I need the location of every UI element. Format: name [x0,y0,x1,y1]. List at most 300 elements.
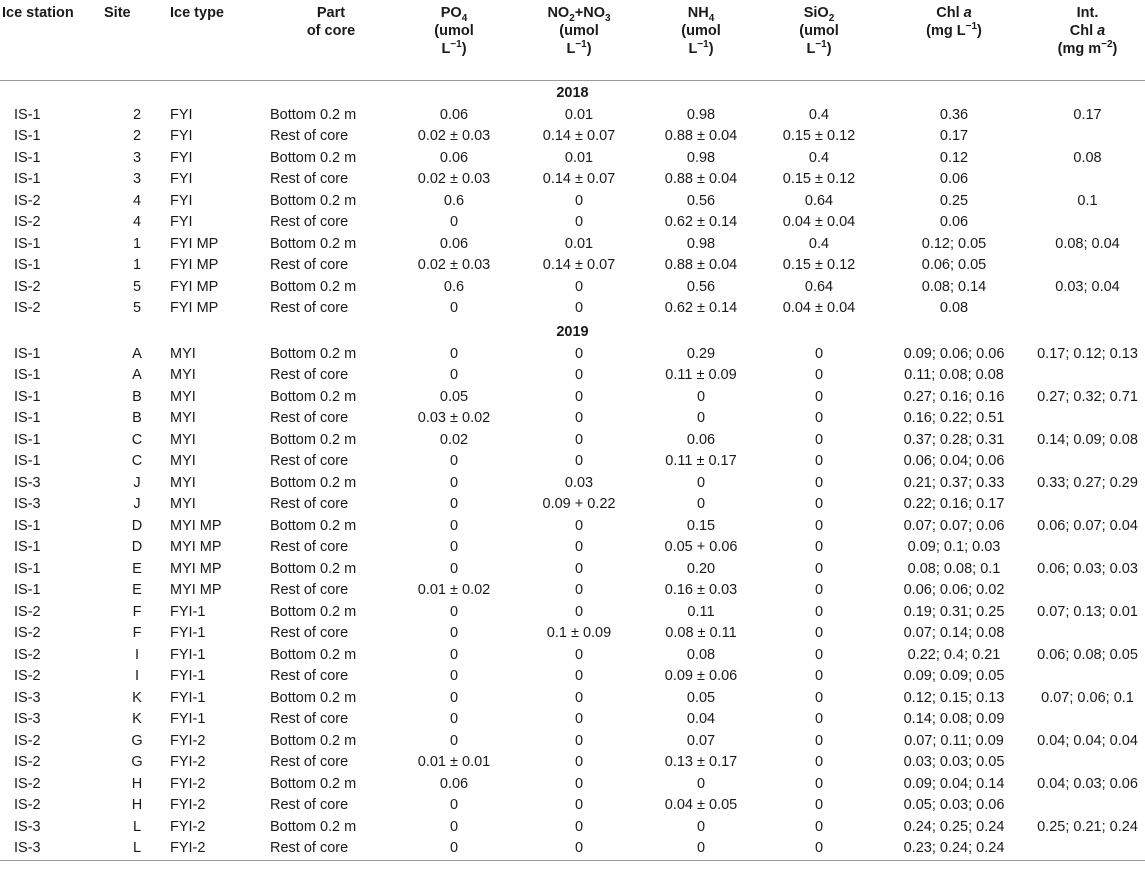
int-chl-a-cell [1030,255,1145,277]
int-chl-a-cell [1030,709,1145,731]
header-po4-unit-close: ) [461,41,467,57]
part-of-core-cell: Bottom 0.2 m [270,603,357,620]
table-row [0,666,1145,688]
nh4-cell: 0 [696,410,706,426]
table-row [0,148,1145,170]
part-of-core-cell: Rest of core [270,625,349,641]
nh4-cell: 0.06 [686,431,716,448]
ice-type-cell: FYI [170,214,193,230]
site-cell: I [134,668,140,684]
part-of-core-cell: Rest of core [270,797,349,813]
int-chl-a-cell: 0.06; 0.03; 0.03 [1037,560,1138,577]
no2-no3-cell: 0 [574,345,584,362]
no2-no3-cell: 0 [574,453,584,469]
part-of-core-cell: Bottom 0.2 m [270,689,357,706]
site-cell: 1 [132,257,142,273]
chl-a-cell: 0.08; 0.14 [921,278,987,295]
int-chl-a-cell [1030,298,1145,320]
int-chl-a-cell [1030,795,1145,817]
site-cell: B [132,388,142,405]
chl-a-cell: 0.07; 0.07; 0.06 [903,517,1005,534]
nh4-cell: 0 [696,775,706,792]
ice-station-cell: IS-1 [14,257,41,273]
sio2-cell: 0 [814,496,824,512]
po4-cell: 0.6 [443,278,465,295]
int-chl-a-cell [1030,623,1145,645]
chl-a-cell: 0.24; 0.25; 0.24 [903,818,1005,835]
po4-cell: 0 [449,214,459,230]
nh4-cell: 0.15 [686,517,716,534]
nh4-cell: 0.98 [686,106,716,123]
sio2-cell: 0 [814,560,824,577]
ice-station-cell: IS-1 [14,128,41,144]
table-body [0,80,1145,860]
header-no-unit-exp: −1 [575,39,587,51]
header-part-line2: of core [306,23,356,39]
int-chl-a-cell [1030,838,1145,860]
table-row [0,451,1145,473]
int-chl-a-cell: 0.08; 0.04 [1055,235,1120,252]
ice-type-cell: FYI MP [170,278,219,295]
int-chl-a-cell: 0.14; 0.09; 0.08 [1037,431,1138,448]
int-chl-a-cell [1030,126,1145,148]
no2-no3-cell: 0 [574,410,584,426]
sio2-cell: 0 [814,711,824,727]
nh4-cell: 0.04 [686,711,716,727]
sio2-cell: 0 [814,453,824,469]
nh4-cell: 0.05 [686,689,716,706]
nh4-cell: 0.08 [686,646,716,663]
header-int-unit: (mg m [1057,41,1102,57]
ice-type-cell: MYI MP [170,539,222,555]
nh4-cell: 0.11 [687,603,715,620]
site-cell: K [132,711,142,727]
ice-type-cell: FYI [170,106,193,123]
part-of-core-cell: Bottom 0.2 m [270,149,357,166]
header-no2-no3 [516,0,642,80]
ice-type-cell: MYI MP [170,517,222,534]
no2-no3-cell: 0 [574,431,584,448]
part-of-core-cell: Rest of core [270,367,349,383]
nh4-cell: 0.88 ± 0.04 [664,171,738,187]
no2-no3-cell: 0 [574,367,584,383]
no2-no3-cell: 0 [574,560,584,577]
nh4-cell: 0.16 ± 0.03 [664,582,738,598]
sio2-cell: 0.4 [808,149,830,166]
part-of-core-cell: Rest of core [270,257,349,273]
chl-a-cell: 0.36 [939,106,969,123]
sio2-cell: 0.04 ± 0.04 [782,300,856,316]
part-of-core-cell: Rest of core [270,214,349,230]
po4-cell: 0.03 ± 0.02 [417,410,491,426]
no2-no3-cell: 0 [574,192,584,209]
site-cell: H [131,775,143,792]
int-chl-a-cell: 0.07; 0.13; 0.01 [1037,603,1138,620]
nh4-cell: 0.08 ± 0.11 [665,625,737,641]
no2-no3-cell: 0 [574,388,584,405]
ice-type-cell: FYI-2 [170,818,206,835]
ice-type-cell: MYI [170,367,196,383]
ice-type-cell: MYI [170,453,196,469]
part-of-core-cell: Bottom 0.2 m [270,278,357,295]
nh4-cell: 0.20 [686,560,716,577]
nh4-cell: 0.62 ± 0.14 [664,214,738,230]
part-of-core-cell: Rest of core [270,668,349,684]
ice-station-cell: IS-3 [14,496,41,512]
ice-station-cell: IS-2 [14,625,41,641]
site-cell: H [131,797,143,813]
table-row [0,387,1145,409]
part-of-core-cell: Rest of core [270,754,349,770]
header-sio2-unit-close: ) [826,41,832,57]
po4-cell: 0.02 [439,431,469,448]
sio2-cell: 0 [814,410,824,426]
site-cell: G [131,754,143,770]
chl-a-cell: 0.08 [939,300,969,316]
site-cell: A [132,345,142,362]
po4-cell: 0 [449,474,459,491]
year-label-2018: 2018 [556,84,589,101]
site-cell: D [131,539,143,555]
site-cell: K [132,689,142,706]
no2-no3-cell: 0.03 [564,474,594,491]
chl-a-cell: 0.08; 0.08; 0.1 [907,560,1001,577]
ice-type-cell: MYI [170,431,196,448]
header-ice-station: Ice station [2,5,74,21]
ice-station-cell: IS-3 [0,838,104,860]
part-of-core-cell: Bottom 0.2 m [270,345,357,362]
site-cell: 1 [132,235,142,252]
sio2-cell: 0 [814,689,824,706]
ice-station-cell: IS-3 [14,711,41,727]
po4-cell: 0 [449,646,459,663]
part-of-core-cell: Bottom 0.2 m [270,474,357,491]
chl-a-cell: 0.09; 0.04; 0.14 [903,775,1005,792]
header-chl-unit-close: ) [977,23,982,39]
sio2-cell: 0.15 ± 0.12 [782,128,856,144]
site-cell: 2 [132,128,142,144]
header-int-chl-a [1030,0,1145,80]
sio2-cell: 0.4 [808,235,830,252]
int-chl-a-cell: 0.06; 0.08; 0.05 [1037,646,1138,663]
sio2-cell: 0 [814,668,824,684]
header-po4-unit-l: L [441,41,451,57]
header-nh4-unit-close: ) [708,41,714,57]
part-of-core-cell: Bottom 0.2 m [270,192,357,209]
sio2-cell: 0 [760,838,878,860]
table-row [0,298,1145,320]
po4-cell: 0.06 [439,235,469,252]
ice-station-cell: IS-1 [14,106,41,123]
header-no-unit-close: ) [586,41,592,57]
ice-station-cell: IS-3 [14,689,41,706]
po4-cell: 0 [449,560,459,577]
no2-no3-cell: 0 [574,300,584,316]
sio2-cell: 0 [814,345,824,362]
no2-no3-cell: 0 [574,214,584,230]
header-part-of-core [270,0,392,80]
ice-station-cell: IS-1 [14,367,41,383]
no2-no3-cell: 0 [574,818,584,835]
po4-cell: 0.6 [443,192,465,209]
table-row [0,234,1145,256]
chl-a-cell: 0.14; 0.08; 0.09 [903,711,1005,727]
header-sio2 [760,0,878,80]
site-cell: C [131,431,143,448]
part-of-core-cell: Rest of core [270,300,349,316]
part-of-core-cell: Bottom 0.2 m [270,235,357,252]
header-ice-type: Ice type [170,5,224,21]
chl-a-cell: 0.06 [939,171,969,187]
ice-station-cell: IS-2 [14,732,41,749]
ice-station-cell: IS-1 [14,560,41,577]
table-row [0,688,1145,710]
po4-cell: 0.02 ± 0.03 [417,128,491,144]
part-of-core-cell: Rest of core [270,539,349,555]
nh4-cell: 0.11 ± 0.09 [665,367,737,383]
ice-type-cell: MYI MP [170,560,222,577]
ice-type-cell: FYI [170,128,193,144]
sio2-cell: 0 [814,367,824,383]
po4-cell: 0 [449,300,459,316]
header-po4-sub: 4 [461,12,468,24]
header-chl-italic: a [963,5,972,21]
site-cell: 3 [132,149,142,166]
site-cell: E [132,582,142,598]
table-row [0,473,1145,495]
header-sio2-sub: 2 [828,12,835,24]
int-chl-a-cell [1030,752,1145,774]
site-cell: 2 [132,106,142,123]
site-cell: J [133,496,141,512]
part-of-core-cell: Rest of core [270,453,349,469]
site-cell: I [134,646,140,663]
table-row [0,430,1145,452]
sio2-cell: 0.15 ± 0.12 [782,257,856,273]
header-chl-a [878,0,1030,80]
ice-station-cell: IS-1 [14,453,41,469]
year-row-2019 [0,320,1145,344]
table-row [0,838,1145,860]
sio2-cell: 0 [814,775,824,792]
ice-station-cell: IS-2 [14,775,41,792]
sio2-cell: 0 [814,603,824,620]
chl-a-cell: 0.05; 0.03; 0.06 [903,797,1005,813]
po4-cell: 0 [449,345,459,362]
table-row [0,126,1145,148]
int-chl-a-cell [1030,666,1145,688]
table-row [0,559,1145,581]
table-row [0,602,1145,624]
no2-no3-cell: 0 [574,517,584,534]
sio2-cell: 0 [814,582,824,598]
int-chl-a-cell: 0.04; 0.04; 0.04 [1037,732,1138,749]
chl-a-cell: 0.09; 0.06; 0.06 [903,345,1005,362]
ice-station-cell: IS-2 [14,646,41,663]
part-of-core-cell: Rest of core [270,171,349,187]
chl-a-cell: 0.37; 0.28; 0.31 [903,431,1005,448]
ice-station-cell: IS-2 [14,192,41,209]
ice-type-cell: FYI-1 [170,646,206,663]
no2-no3-cell: 0 [574,582,584,598]
ice-station-cell: IS-2 [14,754,41,770]
table-row [0,516,1145,538]
part-of-core-cell: Bottom 0.2 m [270,818,357,835]
ice-station-cell: IS-1 [14,235,41,252]
sio2-cell: 0.04 ± 0.04 [782,214,856,230]
chl-a-cell: 0.27; 0.16; 0.16 [903,388,1005,405]
ice-type-cell: FYI [170,149,193,166]
ice-type-cell: MYI [170,474,196,491]
int-chl-a-cell: 0.04; 0.03; 0.06 [1037,775,1138,792]
chl-a-cell: 0.16; 0.22; 0.51 [903,410,1005,426]
ice-type-cell: FYI-2 [170,838,270,860]
int-chl-a-cell [1030,169,1145,191]
nh4-cell: 0.29 [686,345,716,362]
po4-cell: 0 [449,367,459,383]
no2-no3-cell: 0.1 ± 0.09 [546,625,612,641]
nh4-cell: 0.05 + 0.06 [664,539,738,555]
header-nh4-sub: 4 [708,12,715,24]
site-cell: E [132,560,142,577]
chl-a-cell: 0.17 [939,128,969,144]
sio2-cell: 0 [814,539,824,555]
nh4-cell: 0.09 ± 0.06 [664,668,738,684]
sio2-cell: 0 [814,732,824,749]
no2-no3-cell: 0 [574,668,584,684]
header-nh4 [642,0,760,80]
int-chl-a-cell: 0.17; 0.12; 0.13 [1037,345,1138,362]
chl-a-cell: 0.06; 0.06; 0.02 [903,582,1005,598]
site-cell: D [131,517,143,534]
site-cell: J [133,474,141,491]
ice-type-cell: FYI MP [170,257,219,273]
table-row [0,365,1145,387]
table-row [0,817,1145,839]
ice-type-cell: MYI [170,410,196,426]
header-no-sub2: 3 [604,12,611,24]
po4-cell: 0 [449,625,459,641]
part-of-core-cell: Bottom 0.2 m [270,388,357,405]
sio2-cell: 0.4 [808,106,830,123]
ice-type-cell: FYI-1 [170,668,206,684]
ice-type-cell: FYI MP [170,235,219,252]
int-chl-a-cell: 0.33; 0.27; 0.29 [1037,474,1138,491]
header-no-sub1: 2 [569,12,575,24]
no2-no3-cell: 0 [574,775,584,792]
no2-no3-cell: 0.01 [564,106,594,123]
sio2-cell: 0 [814,474,824,491]
nh4-cell: 0.98 [686,149,716,166]
ice-station-cell: IS-3 [14,818,41,835]
po4-cell: 0.05 [439,388,469,405]
nh4-cell: 0.04 ± 0.05 [664,797,738,813]
no2-no3-cell: 0.14 ± 0.07 [542,257,616,273]
header-no-label: NO [547,5,570,21]
po4-cell: 0.06 [439,775,469,792]
po4-cell: 0 [449,539,459,555]
ice-type-cell: FYI-1 [170,689,206,706]
site-cell: 4 [132,214,142,230]
header-nh4-label: NH [687,5,709,21]
table-row [0,731,1145,753]
site-cell: A [132,367,142,383]
int-chl-a-cell [1030,494,1145,516]
nh4-cell: 0.56 [686,278,716,295]
no2-no3-cell: 0.14 ± 0.07 [542,171,616,187]
table-row [0,752,1145,774]
chl-a-cell: 0.09; 0.09; 0.05 [903,668,1005,684]
po4-cell: 0 [449,689,459,706]
header-nh4-unit-l: L [688,41,698,57]
header-po4-unit: (umol [434,23,474,39]
header-part-line1: Part [316,5,346,21]
no2-no3-cell: 0 [574,539,584,555]
table-row [0,169,1145,191]
table-row [0,645,1145,667]
sio2-cell: 0.64 [804,192,834,209]
site-cell: 5 [132,300,142,316]
part-of-core-cell: Rest of core [270,496,349,512]
nh4-cell: 0 [696,388,706,405]
header-chl-unit-exp: −1 [965,21,978,33]
nh4-cell: 0.11 ± 0.17 [665,453,737,469]
site-cell: B [132,410,142,426]
ice-type-cell: MYI [170,345,196,362]
part-of-core-cell: Rest of core [270,711,349,727]
po4-cell: 0 [449,797,459,813]
header-sio2-label: SiO [803,5,829,21]
ice-type-cell: FYI-2 [170,732,206,749]
po4-cell: 0.06 [439,106,469,123]
ice-station-cell: IS-1 [14,539,41,555]
part-of-core-cell: Bottom 0.2 m [270,431,357,448]
ice-station-cell: IS-2 [14,214,41,230]
nh4-cell: 0.07 [686,732,716,749]
header-po4-label: PO [440,5,462,21]
site-cell: L [104,838,170,860]
int-chl-a-cell [1030,408,1145,430]
int-chl-a-cell [1030,451,1145,473]
po4-cell: 0 [449,517,459,534]
table-header [0,0,1145,80]
int-chl-a-cell: 0.07; 0.06; 0.1 [1041,689,1134,706]
header-nh4-unit-exp: −1 [697,39,709,51]
header-no-unit: (umol [559,23,599,39]
po4-cell: 0 [449,668,459,684]
po4-cell: 0 [392,838,516,860]
int-chl-a-cell: 0.25; 0.21; 0.24 [1037,818,1138,835]
nh4-cell: 0 [696,474,706,491]
chl-a-cell: 0.11; 0.08; 0.08 [904,367,1004,383]
no2-no3-cell: 0 [516,838,642,860]
year-label-2019: 2019 [556,323,589,340]
chl-a-cell: 0.06 [939,214,969,230]
table-row [0,191,1145,213]
ice-station-cell: IS-1 [14,388,41,405]
chl-a-cell: 0.07; 0.14; 0.08 [903,625,1005,641]
part-of-core-cell: Bottom 0.2 m [270,732,357,749]
ice-station-cell: IS-2 [14,278,41,295]
po4-cell: 0 [449,496,459,512]
no2-no3-cell: 0 [574,797,584,813]
header-int-chl-italic: a [1097,23,1106,39]
chl-a-cell: 0.07; 0.11; 0.09 [904,732,1004,749]
sio2-cell: 0.15 ± 0.12 [782,171,856,187]
chl-a-cell: 0.06; 0.05 [921,257,987,273]
site-cell: G [131,732,143,749]
chl-a-cell: 0.09; 0.1; 0.03 [907,539,1001,555]
